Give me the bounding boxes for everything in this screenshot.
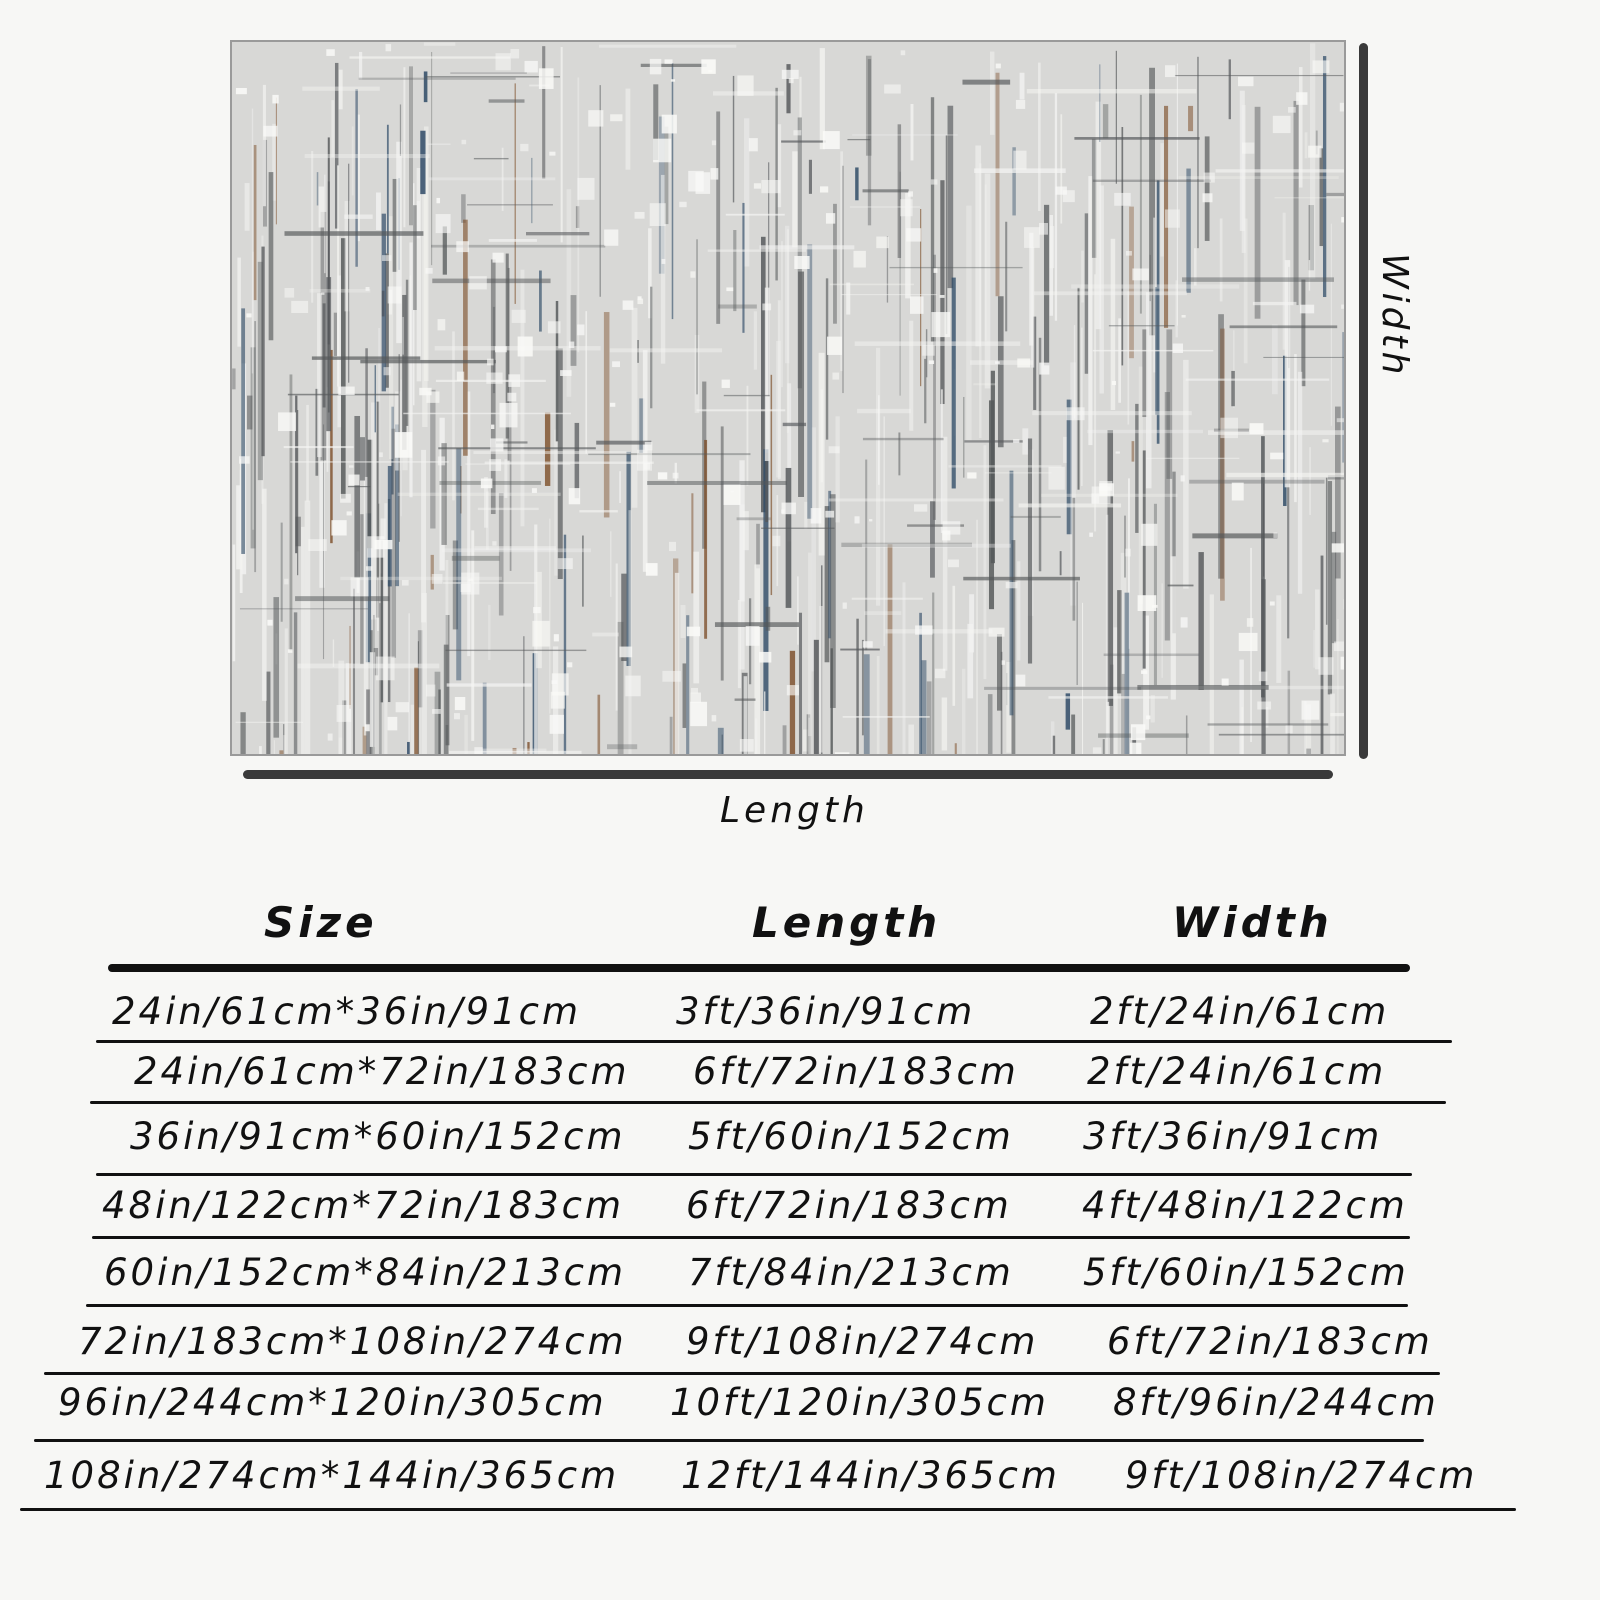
size-cell: 60in/152cm*84in/213cm <box>104 1251 627 1294</box>
length-cell: 12ft/144in/365cm <box>681 1454 1060 1497</box>
length-cell: 9ft/108in/274cm <box>686 1320 1039 1363</box>
size-cell: 108in/274cm*144in/365cm <box>44 1454 620 1497</box>
width-cell: 3ft/36in/91cm <box>1083 1115 1383 1158</box>
width-cell: 2ft/24in/61cm <box>1090 990 1390 1033</box>
width-dimension-bar <box>1359 43 1368 759</box>
header-length: Length <box>752 898 942 947</box>
size-cell: 36in/91cm*60in/152cm <box>130 1115 626 1158</box>
header-divider <box>108 964 1410 972</box>
size-cell: 24in/61cm*36in/91cm <box>112 990 581 1033</box>
width-cell: 5ft/60in/152cm <box>1083 1251 1409 1294</box>
width-dimension-label: Width <box>1374 253 1415 379</box>
length-cell: 3ft/36in/91cm <box>676 990 976 1033</box>
width-cell: 8ft/96in/244cm <box>1113 1381 1439 1424</box>
row-divider <box>44 1372 1440 1375</box>
row-divider <box>34 1439 1424 1442</box>
width-cell: 2ft/24in/61cm <box>1087 1050 1387 1093</box>
length-cell: 6ft/72in/183cm <box>686 1184 1012 1227</box>
row-divider <box>96 1040 1452 1043</box>
width-cell: 6ft/72in/183cm <box>1107 1320 1433 1363</box>
size-cell: 72in/183cm*108in/274cm <box>78 1320 627 1363</box>
length-dimension-bar <box>243 770 1333 779</box>
width-cell: 9ft/108in/274cm <box>1125 1454 1478 1497</box>
row-divider <box>96 1173 1412 1176</box>
size-cell: 24in/61cm*72in/183cm <box>134 1050 630 1093</box>
header-size: Size <box>264 898 378 947</box>
length-cell: 6ft/72in/183cm <box>693 1050 1019 1093</box>
row-divider <box>86 1304 1408 1307</box>
rug-image <box>230 40 1346 756</box>
row-divider <box>90 1101 1446 1104</box>
header-width: Width <box>1172 898 1333 947</box>
length-cell: 5ft/60in/152cm <box>688 1115 1014 1158</box>
size-cell: 48in/122cm*72in/183cm <box>102 1184 625 1227</box>
length-cell: 10ft/120in/305cm <box>670 1381 1049 1424</box>
length-dimension-label: Length <box>720 790 869 831</box>
length-cell: 7ft/84in/213cm <box>688 1251 1014 1294</box>
width-cell: 4ft/48in/122cm <box>1082 1184 1408 1227</box>
row-divider <box>92 1236 1410 1239</box>
row-divider <box>20 1508 1516 1511</box>
size-cell: 96in/244cm*120in/305cm <box>58 1381 607 1424</box>
rug-pattern <box>232 42 1344 754</box>
